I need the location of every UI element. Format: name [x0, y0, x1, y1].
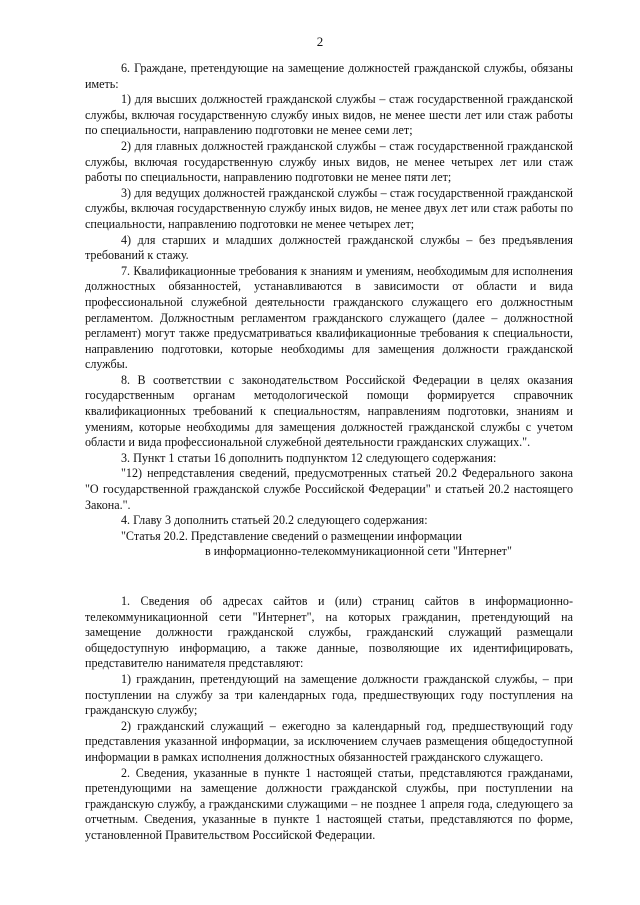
paragraph: 1. Сведения об адресах сайтов и (или) страниц сайтов в информационно-телекоммуникационной сети "Интернет", на которых гражданин, претендующий на замещение должности гражданской службы, гражданский служащий размещали общедоступную информацию, а также данные, позволяющие их идентифицировать, представителю нанимателя представляют: — [85, 594, 573, 671]
paragraph: 2) для главных должностей гражданской службы – стаж государственной гражданской службы, включая государственную службу иных видов, не менее четырех лет или стаж работы по специальности, направлению подготовки не менее пяти лет; — [85, 138, 573, 185]
paragraph: "12) непредставления сведений, предусмотренных статьей 20.2 Федерального закона "О государственной гражданской службе Российской Федерации" и статьей 20.2 настоящего Закона.". — [85, 466, 573, 512]
page-number: 2 — [316, 34, 324, 49]
document-body — [85, 61, 573, 844]
paragraph: 3. Пункт 1 статьи 16 дополнить подпунктом 12 следующего содержания: — [121, 450, 497, 465]
paragraph: 6. Граждане, претендующие на замещение должностей гражданской службы, обязаны иметь: — [85, 61, 573, 91]
paragraph: 8. В соответствии с законодательством Российской Федерации в целях оказания государственным органам методологической помощи формируется справочник квалификационных требований к специальностям, направлениям подготовки, знаниям и умениям, которые необходимы для замещения должностей гражданской службы с учетом области и вида профессиональной служебной деятельности гражданских служащих.". — [85, 372, 573, 450]
spacer — [85, 560, 573, 594]
paragraph: 3) для ведущих должностей гражданской службы – стаж государственной гражданской службы, включая государственную службу иных видов, не менее двух лет или стаж работы по специальности, направлению подготовки не менее четырех лет; — [85, 185, 573, 231]
article-heading-line: в информационно-телекоммуникационной сети "Интернет" — [205, 544, 512, 559]
article-heading-line: "Статья 20.2. Представление сведений о размещении информации — [121, 528, 462, 543]
paragraph: 2. Сведения, указанные в пункте 1 настоящей статьи, представляются гражданами, претендующими на замещение должности гражданской службы, при поступлении на гражданскую службу, а гражданскими служащими – не позднее 1 апреля года, следующего за отчетным. Сведения, указанные в пункте 1 настоящей статьи, представляются по форме, установленной Правительством Российской Федерации. — [85, 765, 573, 842]
paragraph: 2) гражданский служащий – ежегодно за календарный год, предшествующий году представления указанной информации, за исключением случаев размещения общедоступной информации в рамках исполнения должностных обязанностей гражданского служащего. — [85, 718, 573, 764]
paragraph: 1) гражданин, претендующий на замещение должности гражданской службы, – при поступлении на службу за три календарных года, предшествующих году поступления на гражданскую службу; — [85, 671, 573, 718]
article-heading — [85, 529, 573, 560]
paragraph: 1) для высших должностей гражданской службы – стаж государственной гражданской службы, включая государственную службу иных видов, не менее шести лет или стаж работы по специальности, направлению подготовки не менее семи лет; — [85, 92, 573, 138]
paragraph: 4. Главу 3 дополнить статьей 20.2 следующего содержания: — [121, 513, 428, 528]
paragraph: 4) для старших и младших должностей гражданской службы – без предъявления требований к стажу. — [85, 232, 573, 263]
paragraph: 7. Квалификационные требования к знаниям и умениям, необходимым для исполнения должностных обязанностей, устанавливаются в зависимости от области и вида профессиональной служебной деятельности гражданского служащего его должностным регламентом. Должностным регламентом гражданского служащего (далее – должностной регламент) могут также предусматриваться квалификационные требования к специальности, направлению подготовки, которые необходимы для замещения должности гражданской службы. — [85, 263, 573, 372]
